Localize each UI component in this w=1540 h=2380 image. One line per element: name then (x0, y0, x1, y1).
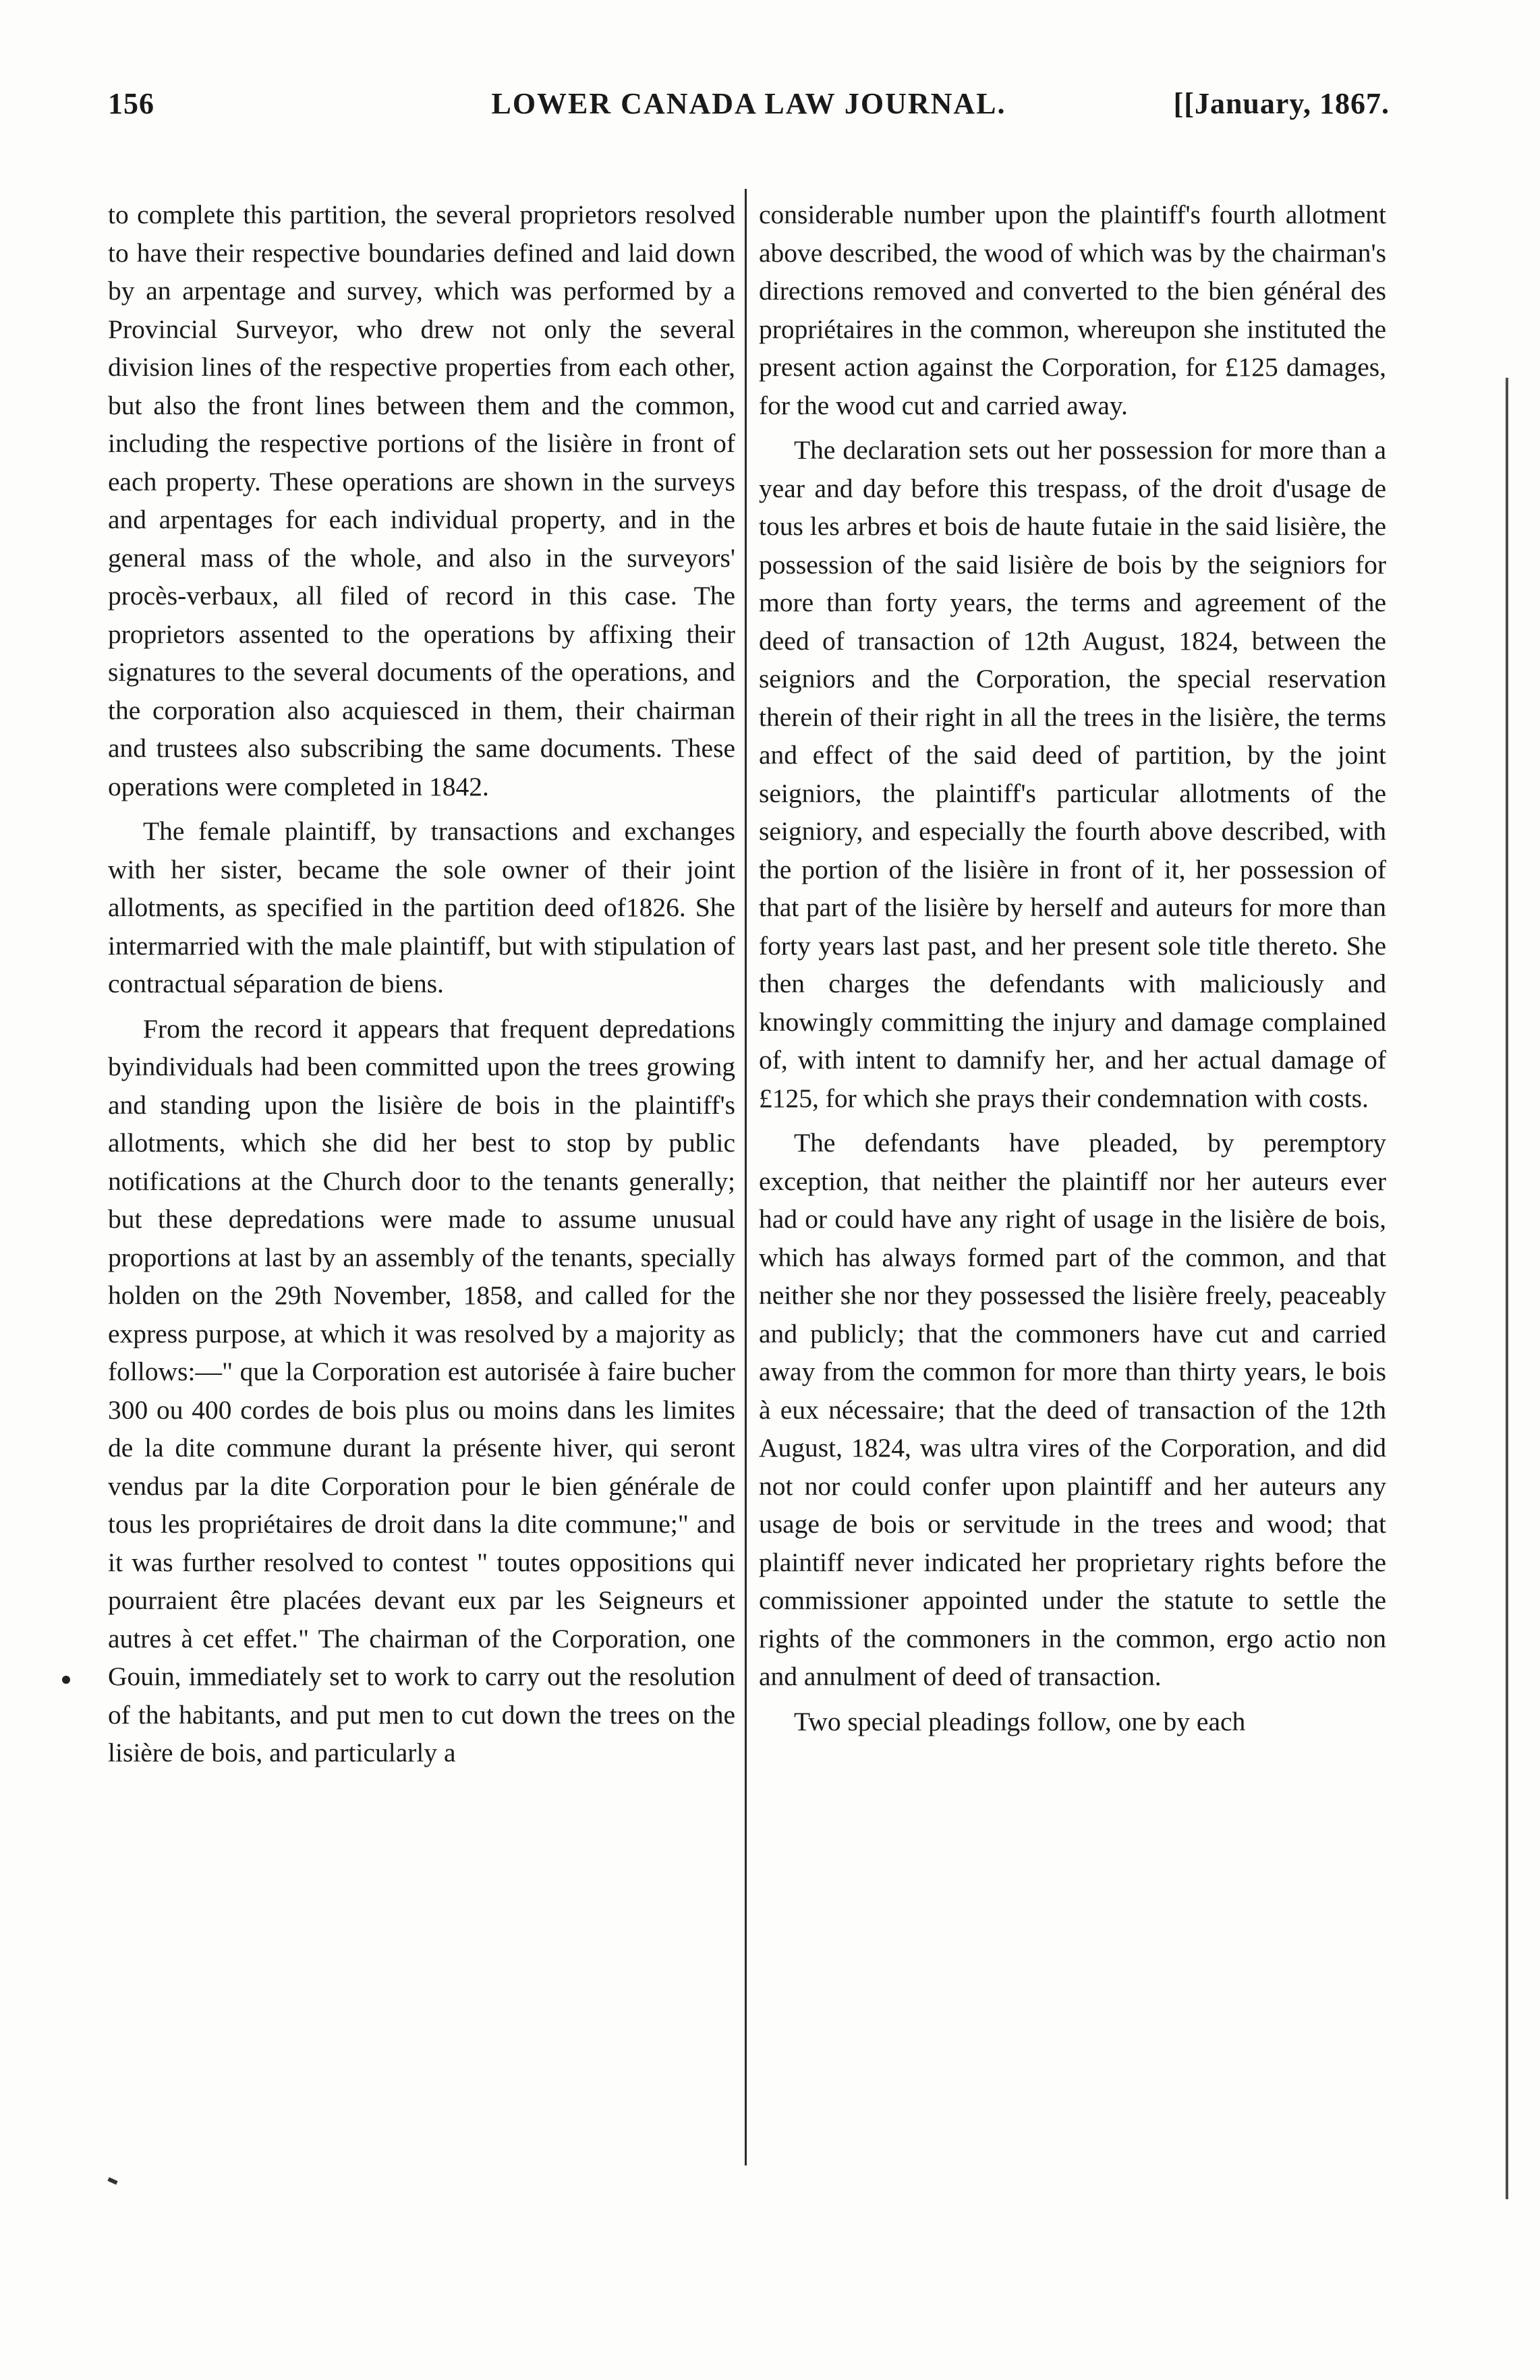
right-column (759, 196, 1386, 1740)
left-paragraph-2: The female plaintiff, by transactions and exchanges with her sister, became the sole owner of their joint allotments, as specified in the partition deed of1826. She intermarried with the male plaintiff, but with stipulation of contractual séparation de biens. (108, 816, 735, 998)
column-divider (745, 189, 747, 2165)
running-header (108, 86, 1390, 134)
right-paragraph-3: The defendants have pleaded, by peremptory exception, that neither the plaintiff nor her auteurs ever had or could have any right of usage in the lisière de bois, which has always formed part of the common, and that neither she nor they possessed the lisière freely, peaceably and publicly; that the commoners have cut and carried away from the common for more than thirty years, le bois à eux nécessaire; that the deed of transaction of the 12th August, 1824, was ultra vires of the Corporation, and did not nor could confer upon plaintiff and her auteurs any usage de bois or servitude in the trees and wood; that plaintiff never indicated her proprietary rights before the commissioner appointed under the statute to settle the rights of the commoners in the common, ergo actio non and annulment of deed of transaction. (759, 1128, 1386, 1691)
right-paragraph-4: Two special pleadings follow, one by each (794, 1706, 1246, 1736)
left-paragraph-3: From the record it appears that frequent depredations byindividuals had been committed upon the trees growing and standing upon the lisière de bois in the plaintiff's allotments, which she did her best to stop by public notifications at the Church door to the tenants generally; but these depredations were made to assume unusual proportions at last by an assembly of the tenants, specially holden on the 29th November, 1858, and called for the express purpose, at which it was resolved by a majority as follows:—" que la Corporation est autorisée à faire bucher 300 ou 400 cordes de bois plus ou moins dans les limites de la dite commune durant la présente hiver, qui seront vendus par la dite Corporation pour le bien générale de tous les propriétaires de droit dans la dite commune;" and it was further resolved to contest " toutes oppositions qui pourraient être placées devant eux par les Seigneurs et autres à cet effet." The chairman of the Corporation, one Gouin, immediately set to work to carry out the resolution of the habitants, and put men to cut down the trees on the lisière de bois, and particularly a (108, 1013, 735, 1767)
page-number: 156 (108, 87, 154, 120)
issue-date: [[January, 1867. (1173, 87, 1390, 120)
scan-edge-line (1506, 378, 1508, 2199)
margin-dot (62, 1676, 70, 1684)
journal-title: LOWER CANADA LAW JOURNAL. (491, 87, 1006, 120)
right-paragraph-2: The declaration sets out her possession for more than a year and day before this trespass, of the droit d'usage de tous les arbres et bois de haute futaie in the said lisière, the possession of the said lisière de bois by the seigniors for more than forty years, the terms and agreement of the deed of transaction of 12th August, 1824, between the seigniors and the Corporation, the special reservation therein of their right in all the trees in the lisière, the terms and effect of the said deed of partition, by the joint seigniors, the plaintiff's particular allotments of the seigniory, and especially the fourth above described, with the portion of the lisière in front of it, her possession of that part of the lisière by herself and auteurs for more than forty years last past, and her present sole title thereto. She then charges the defendants with maliciously and knowingly committing the injury and damage complained of, with intent to damnify her, and her actual damage of £125, for which she prays their condemnation with costs. (759, 435, 1386, 1113)
left-paragraph-1: to complete this partition, the several proprietors resolved to have their respective boundaries defined and laid down by an arpentage and survey, which was performed by a Provincial Surveyor, who drew not only the several division lines of the respective properties from each other, but also the front lines between them and the common, including the respective portions of the lisière in front of each property. These operations are shown in the surveys and arpentages for each individual property, and in the general mass of the whole, and also in the surveyors' procès-verbaux, all filed of record in this case. The proprietors assented to the operations by affixing their signatures to the several documents of the operations, and the corporation also acquiesced in them, their chairman and trustees also subscribing the same documents. These operations were completed in 1842. (108, 200, 735, 801)
ink-speck (107, 2177, 117, 2184)
right-paragraph-1: considerable number upon the plaintiff's fourth allotment above described, the wood of which was by the chairman's directions removed and converted to the bien général des propriétaires in the common, whereupon she instituted the present action against the Corporation, for £125 damages, for the wood cut and carried away. (759, 200, 1386, 420)
left-column (108, 196, 735, 1772)
